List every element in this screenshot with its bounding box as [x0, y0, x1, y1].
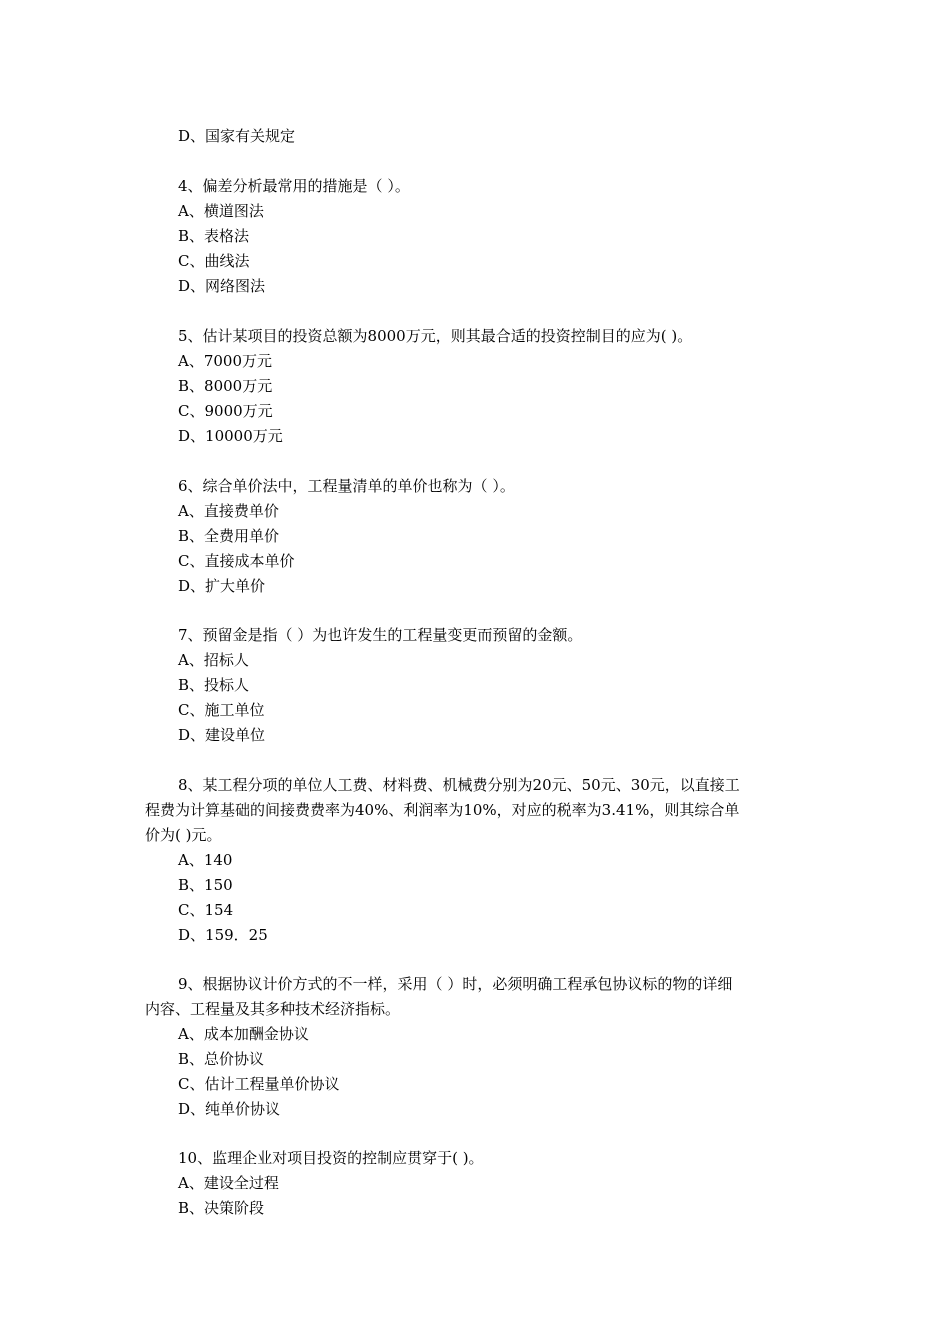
option-q7-c: C、施工单位: [178, 701, 265, 719]
question-4: 4、偏差分析最常用的措施是（ ）。: [178, 177, 410, 195]
question-7: 7、预留金是指（ ）为也许发生的工程量变更而预留的金额。: [178, 626, 583, 644]
option-q5-d: D、10000万元: [178, 427, 283, 445]
question-9: 9、根据协议计价方式的不一样，采用（ ）时，必须明确工程承包协议标的物的详细: [178, 975, 733, 993]
question-8: 8、某工程分项的单位人工费、材料费、机械费分别为20元、50元、30元，以直接工: [178, 776, 740, 794]
option-q4-a: A、横道图法: [178, 202, 264, 220]
question-9-line-2: 内容、工程量及其多种技术经济指标。: [145, 1000, 401, 1018]
option-q6-c: C、直接成本单价: [178, 552, 295, 570]
option-q6-a: A、直接费单价: [178, 502, 279, 520]
option-q5-b: B、8000万元: [178, 377, 273, 395]
option-q9-a: A、成本加酬金协议: [178, 1025, 309, 1043]
question-10: 10、监理企业对项目投资的控制应贯穿于( )。: [178, 1149, 484, 1167]
option-q7-b: B、投标人: [178, 676, 250, 694]
option-q4-c: C、曲线法: [178, 252, 250, 270]
option-q10-a: A、建设全过程: [178, 1174, 279, 1192]
option-q7-d: D、建设单位: [178, 726, 266, 744]
option-q8-d: D、159．25: [178, 926, 268, 944]
question-6: 6、综合单价法中，工程量清单的单价也称为（ ）。: [178, 477, 515, 495]
option-q6-d: D、扩大单价: [178, 577, 266, 595]
option-q7-a: A、招标人: [178, 651, 249, 669]
option-q8-c: C、154: [178, 901, 234, 919]
option-q6-b: B、全费用单价: [178, 527, 280, 545]
option-q9-c: C、估计工程量单价协议: [178, 1075, 340, 1093]
question-8-line-3: 价为( )元。: [145, 826, 222, 844]
option-q3-d: D、国家有关规定: [178, 127, 296, 145]
option-q9-b: B、总价协议: [178, 1050, 265, 1068]
option-q8-a: A、140: [178, 851, 233, 869]
option-q4-d: D、网络图法: [178, 277, 266, 295]
question-8-line-2: 程费为计算基础的间接费费率为40%、利润率为10%，对应的税率为3.41%，则其综合单: [145, 801, 740, 819]
option-q9-d: D、纯单价协议: [178, 1100, 281, 1118]
option-q5-a: A、7000万元: [178, 352, 273, 370]
option-q4-b: B、表格法: [178, 227, 250, 245]
option-q5-c: C、9000万元: [178, 402, 273, 420]
option-q8-b: B、150: [178, 876, 233, 894]
question-5: 5、估计某项目的投资总额为8000万元，则其最合适的投资控制目的应为( )。: [178, 327, 693, 345]
option-q10-b: B、决策阶段: [178, 1199, 265, 1217]
